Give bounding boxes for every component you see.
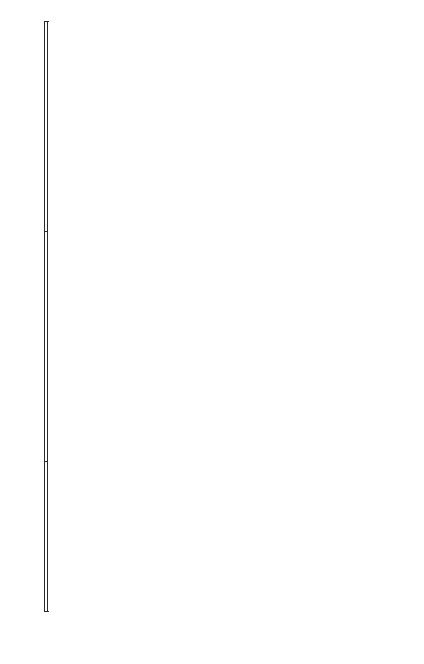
table-header-row [45,22,48,612]
column-header-method [45,22,48,232]
column-header-parameter [45,462,48,612]
column-header-norm [45,232,48,462]
specification-table [44,21,48,612]
rotated-page-content [26,22,394,612]
